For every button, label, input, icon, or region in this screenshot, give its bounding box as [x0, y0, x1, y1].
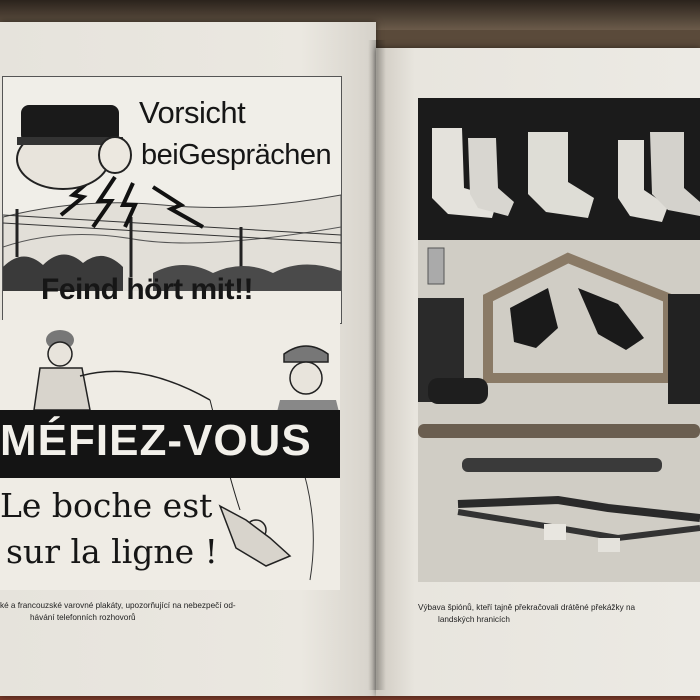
poster-black-band — [0, 410, 340, 478]
poster-title-line2: beiGesprächen — [141, 139, 332, 171]
poster-slogan: Feind hört mit!! — [41, 273, 253, 306]
book-gutter — [368, 40, 386, 690]
spy-equipment-photo — [418, 98, 700, 582]
poster-title-line1: Vorsicht — [139, 95, 246, 130]
right-caption-line2: landských hranicích — [438, 615, 510, 624]
left-caption — [0, 600, 350, 624]
photo-illustration — [418, 98, 700, 582]
poster-text-line1: Le boche est — [0, 486, 213, 525]
french-warning-poster — [0, 320, 340, 590]
german-warning-poster — [2, 76, 342, 324]
poster-headline: MÉFIEZ-VOUS — [0, 416, 312, 465]
right-caption-line1: Výbava špiónů, kteří tajně překračovali drátěné překážky na — [418, 603, 636, 612]
left-caption-line2: hávání telefonních rozhovorů — [30, 613, 136, 622]
left-caption-line1: ké a francouzské varovné plakáty, upozorňující na nebezpečí od- — [0, 601, 236, 610]
poster-text-line2: sur la ligne ! — [6, 532, 218, 571]
right-caption — [418, 602, 698, 626]
